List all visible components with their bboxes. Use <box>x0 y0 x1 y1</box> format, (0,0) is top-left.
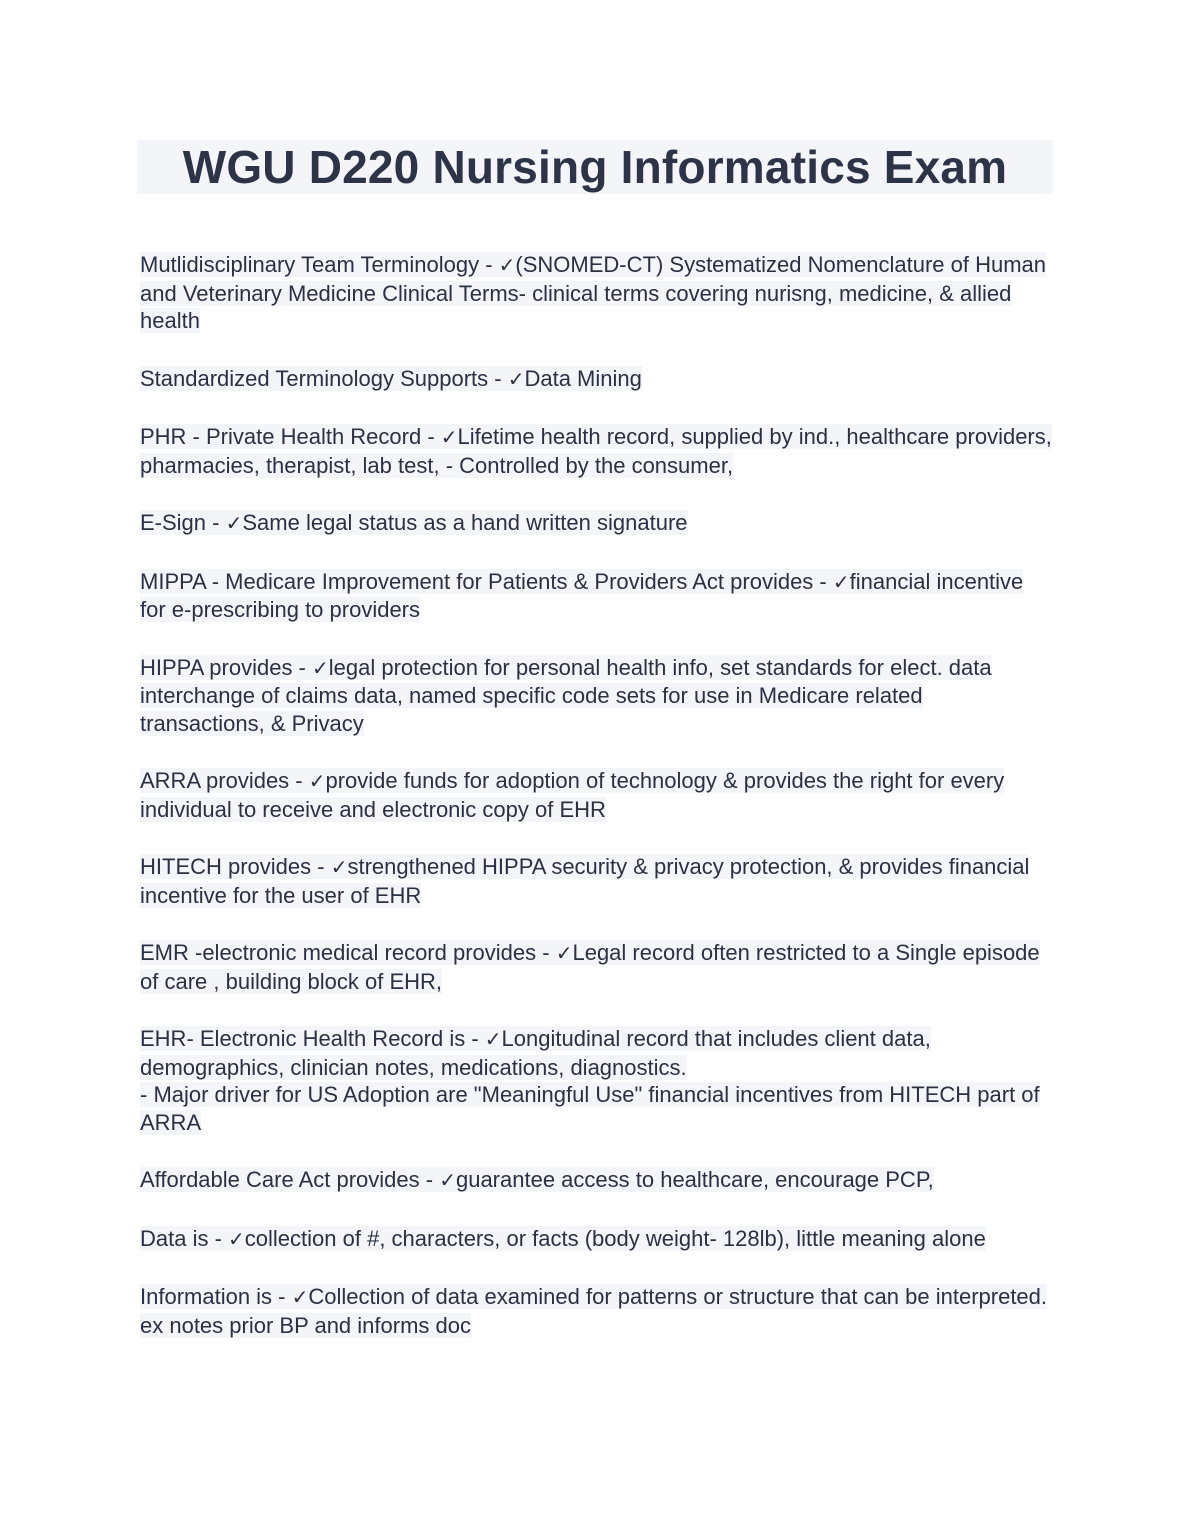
answer: legal protection for personal health info, set standards for elect. data interchange of claims data, named specific code sets for use in Medicare related transactions, & Privacy <box>140 654 992 736</box>
term: Affordable Care Act provides - <box>140 1167 440 1192</box>
qa-entry <box>140 654 1052 738</box>
qa-entry-text <box>140 569 1023 623</box>
answer: Data Mining <box>524 365 642 391</box>
check-icon: ✓ <box>507 366 525 391</box>
check-icon: ✓ <box>291 1285 309 1309</box>
check-icon: ✓ <box>225 511 243 535</box>
entry-list <box>140 251 1052 1369</box>
qa-entry-text <box>140 510 688 535</box>
qa-entry-text <box>140 1284 1047 1338</box>
check-icon: ✓ <box>439 1168 456 1192</box>
qa-entry-text <box>140 424 1052 478</box>
qa-entry-text <box>140 1026 1040 1135</box>
answer: strengthened HIPPA security & privacy protection, & provides financial incentive for the user of EHR <box>140 854 1030 908</box>
qa-entry <box>140 365 1052 394</box>
title-band <box>137 140 1053 194</box>
term: EMR -electronic medical record provides - <box>140 940 556 965</box>
answer: collection of #, characters, or facts (body weight- 128lb), little meaning alone <box>244 1225 986 1251</box>
answer: Same legal status as a hand written signature <box>242 510 688 535</box>
answer: (SNOMED-CT) Systematized Nomenclature of Human and Veterinary Medicine Clinical Terms- clinical terms covering nurisng, medicine, & allied health <box>140 252 1047 333</box>
qa-entry <box>140 568 1052 624</box>
term: MIPPA - Medicare Improvement for Patients & Providers Act provides - <box>140 568 833 594</box>
term: Information is - <box>140 1284 292 1309</box>
check-icon: ✓ <box>312 655 329 680</box>
qa-entry-text <box>140 768 1004 822</box>
qa-entry <box>140 423 1052 479</box>
term: Mutlidisciplinary Team Terminology - <box>140 252 499 277</box>
answer: provide funds for adoption of technology & provides the right for every individual to receive and electronic copy of EHR <box>140 768 1005 822</box>
answer: Lifetime health record, supplied by ind., healthcare providers, pharmacies, therapist, lab test, - Controlled by the consumer, <box>140 424 1052 478</box>
term: Data is - <box>140 1225 229 1251</box>
term: Standardized Terminology Supports - <box>140 365 508 391</box>
term: E-Sign - <box>140 510 226 535</box>
term: PHR - Private Health Record - <box>140 424 441 449</box>
check-icon: ✓ <box>555 941 573 965</box>
term: HIPPA provides - <box>140 654 312 680</box>
qa-entry <box>140 1283 1052 1339</box>
qa-entry-text <box>140 940 1040 994</box>
qa-entry <box>140 1166 1052 1195</box>
answer: Collection of data examined for patterns or structure that can be interpreted. ex notes prior BP and informs doc <box>140 1284 1048 1338</box>
qa-entry-text <box>140 1226 986 1251</box>
check-icon: ✓ <box>228 1226 245 1251</box>
qa-entry <box>140 767 1052 823</box>
check-icon: ✓ <box>308 769 326 793</box>
qa-entry <box>140 853 1052 909</box>
check-icon: ✓ <box>330 855 348 879</box>
qa-entry-text <box>140 366 642 391</box>
answer: financial incentive for e-prescribing to providers <box>140 568 1024 622</box>
answer: Longitudinal record that includes client data, demographics, clinician notes, medications, diagnostics. - Major driver for US Adoption are "Meaningful Use" financial incentives from HITECH part of ARRA <box>140 1026 1040 1135</box>
term: ARRA provides - <box>140 768 309 793</box>
qa-entry <box>140 1025 1052 1136</box>
qa-entry-text <box>140 655 992 736</box>
check-icon: ✓ <box>832 569 850 594</box>
qa-entry-text <box>140 854 1029 908</box>
check-icon: ✓ <box>484 1027 502 1051</box>
answer: guarantee access to healthcare, encourage PCP, <box>455 1167 934 1192</box>
qa-entry <box>140 1225 1052 1254</box>
qa-entry-text <box>140 252 1046 333</box>
qa-entry-text <box>140 1167 934 1192</box>
check-icon: ✓ <box>440 425 458 449</box>
answer: Legal record often restricted to a Single episode of care , building block of EHR, <box>140 940 1040 994</box>
term: EHR- Electronic Health Record is - <box>140 1026 485 1051</box>
check-icon: ✓ <box>498 253 516 277</box>
document-title: WGU D220 Nursing Informatics Exam <box>182 141 1008 193</box>
qa-entry <box>140 251 1052 335</box>
qa-entry <box>140 509 1052 538</box>
qa-entry <box>140 939 1052 995</box>
term: HITECH provides - <box>140 854 331 879</box>
